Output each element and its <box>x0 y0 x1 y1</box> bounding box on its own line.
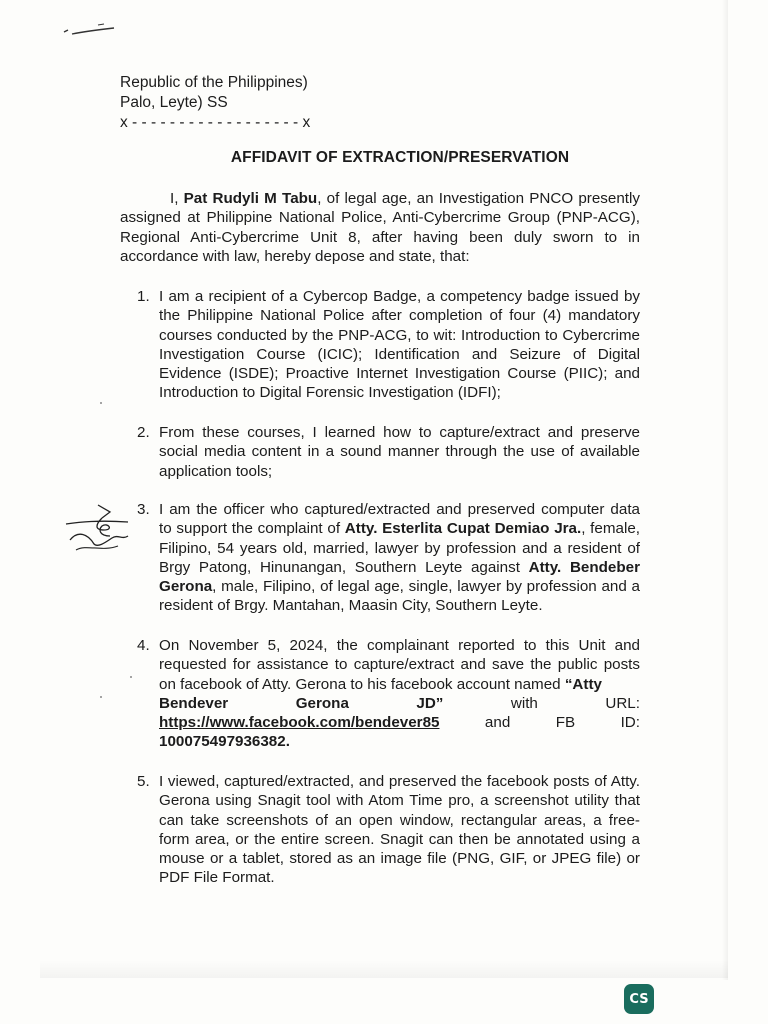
venue-line-country: Republic of the Philippines) <box>120 74 308 91</box>
item-4-text <box>159 636 640 752</box>
document-title: AFFIDAVIT OF EXTRACTION/PRESERVATION <box>230 149 570 166</box>
item-number: 4. <box>137 637 150 654</box>
margin-signature-icon <box>58 500 138 560</box>
item-3-part: , male, Filipino, of legal age, single, lawyer by profession and a resident of Brgy. Mantahan, Maasin City, Southern Leyte. <box>159 578 640 615</box>
account-name-word: JD” <box>416 694 444 712</box>
pen-mark-icon <box>60 20 120 44</box>
item-4-word: FB <box>555 714 576 732</box>
intro-paragraph <box>120 189 640 266</box>
venue-separator: x - - - - - - - - - - - - - - - - - - x <box>120 114 311 131</box>
account-name-word: Bendever <box>159 694 229 712</box>
page-bottom-shade <box>40 960 728 978</box>
item-number: 5. <box>137 773 150 790</box>
intro-post: , of legal age, an Investigation PNCO presently assigned at Philippine National Police, Anti-Cybercrime Group (PNP-ACG), Regional Anti-Cybercrime Unit 8, after having been duly sworn to in accordance with law, hereby depose and state, that: <box>120 190 640 265</box>
url-row <box>159 713 640 732</box>
account-name-word: Gerona <box>295 694 349 712</box>
item-2-text: From these courses, I learned how to capture/extract and preserve social media content in a sound manner through the use of available application tools; <box>159 424 640 480</box>
complainant-name: Atty. Esterlita Cupat Demiao Jra. <box>344 520 582 538</box>
facebook-url-link[interactable]: https://www.facebook.com/bendever85 <box>159 714 440 732</box>
item-4-word: with <box>510 694 538 712</box>
item-1-text: I am a recipient of a Cybercop Badge, a competency badge issued by the Philippine National Police after completion of four (4) mandatory courses conducted by the PNP-ACG, to wit: Introduction to Cybercrime Investigation Course (ICIC); Identification and Seizure of Digital Evidence (ISDE); Proactive Internet Investigation Course (PIIC); and Introduction to Digital Forensic Investigation (IDFI); <box>159 288 640 402</box>
speck <box>100 402 102 404</box>
item-4-word: and <box>484 714 511 732</box>
item-number: 1. <box>137 288 150 305</box>
account-name-start: “Atty <box>564 675 602 693</box>
speck <box>130 676 132 678</box>
id-label: ID: <box>620 714 640 732</box>
venue-line-city: Palo, Leyte) SS <box>120 94 228 111</box>
item-3-text <box>159 500 640 616</box>
item-3-part: I am the officer who captured/extracted and preserved computer data to support the complaint of <box>159 501 640 538</box>
speck <box>100 696 102 698</box>
respondent-name: Atty. Bendeber Gerona <box>159 558 641 596</box>
item-3-part: , female, Filipino, 54 years old, married, lawyer by profession and a resident of Brgy Patong, Hinunangan, Southern Leyte against <box>159 520 640 576</box>
item-5-text: I viewed, captured/extracted, and preserved the facebook posts of Atty. Gerona using Snagit tool with Atom Time pro, a screenshot utility that can take screenshots of an open window, rectangular areas, a free-form area, or the entire screen. Snagit can then be annotated using a mouse or a tablet, stored as an image file (PNG, GIF, or JPEG file) or PDF File Format. <box>159 773 640 887</box>
page-edge-shadow <box>722 0 728 980</box>
item-number: 2. <box>137 424 150 441</box>
affiant-name: Pat Rudyli M Tabu <box>183 190 318 207</box>
intro-pre: I, <box>170 190 184 207</box>
item-4-part: On November 5, 2024, the complainant reported to this Unit and requested for assistance to capture/extract and save the public posts on facebook of Atty. Gerona to his facebook account named <box>159 637 640 693</box>
url-label: URL: <box>605 694 640 712</box>
camscanner-logo-icon: CS <box>624 984 654 1014</box>
facebook-id-value: 100075497936382. <box>159 733 290 751</box>
item-number: 3. <box>137 501 150 518</box>
venue-header <box>120 73 310 133</box>
account-name-row <box>159 694 640 713</box>
